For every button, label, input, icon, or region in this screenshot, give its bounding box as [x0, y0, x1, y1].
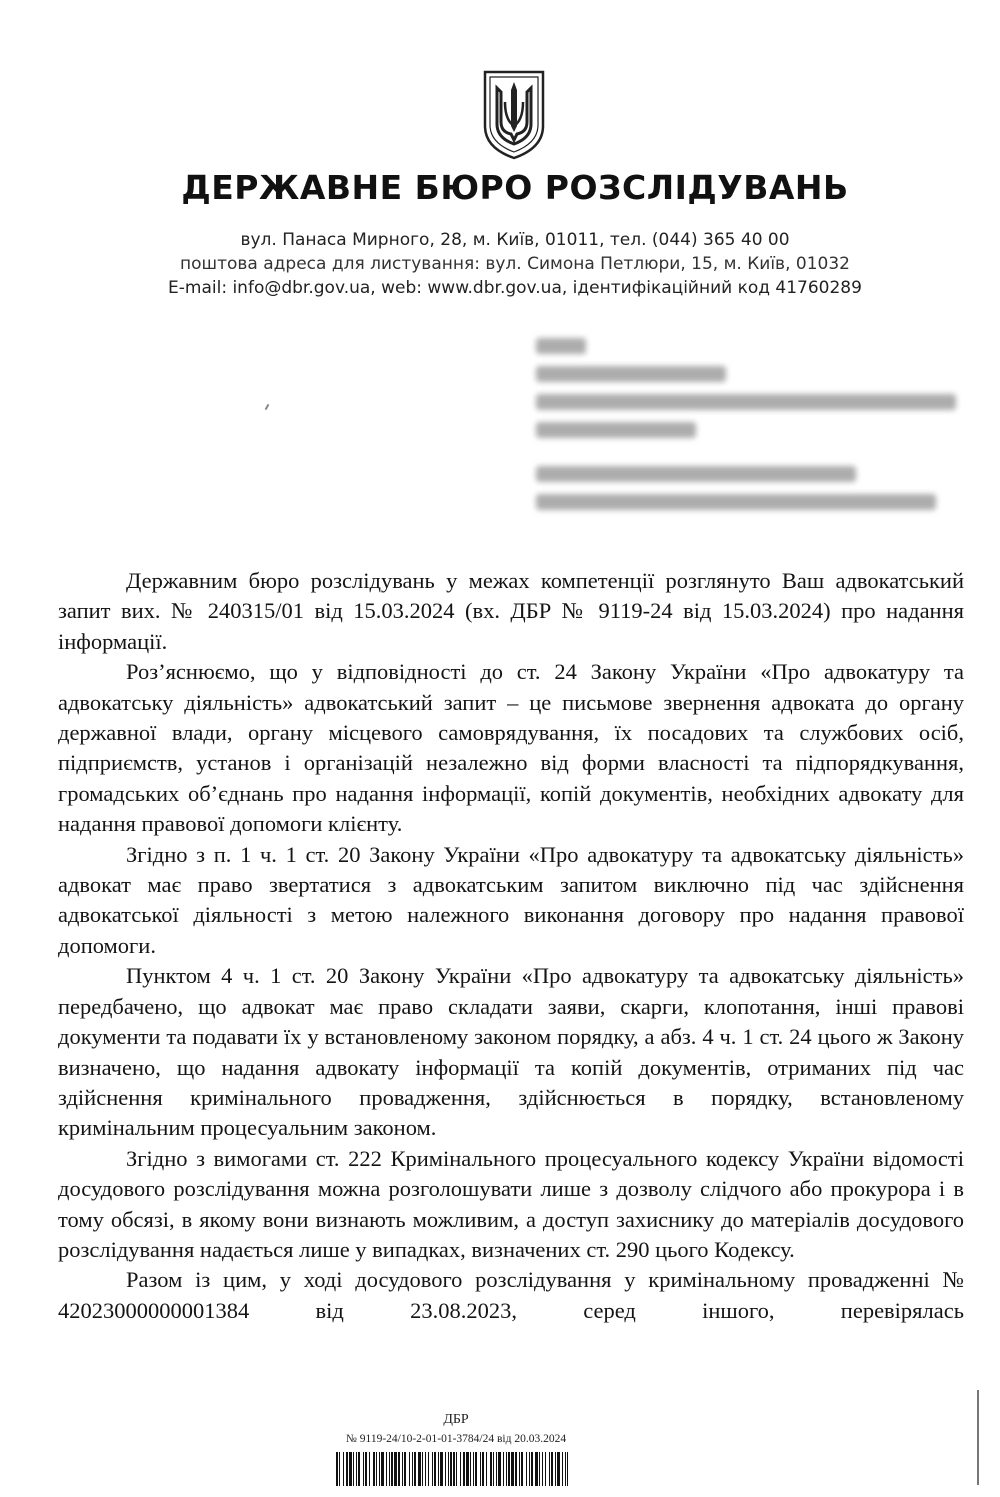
organization-name: ДЕРЖАВНЕ БЮРО РОЗСЛІДУВАНЬ [181, 168, 849, 207]
paragraph: Пунктом 4 ч. 1 ст. 20 Закону України «Про адвокатуру та адвокатську діяльність» передбачено, що адвокат має право складати заяви, скарги, клопотання, інші правові документи та подавати їх у встановленому законом порядку, а абз. 4 ч. 1 ст. 24 цього ж Закону визначено, що надання адвокату інформації та копій документів, отриманих під час здійснення кримінального провадження, здійснюється в порядку, встановленому кримінальним процесуальним законом. [58, 963, 964, 1141]
paragraph: Згідно з п. 1 ч. 1 ст. 20 Закону України «Про адвокатуру та адвокатську діяльність» адвокат має право звертатися з адвокатським запитом виключно під час здійснення адвокатської діяльності з метою належного виконання договору про надання правової допомоги. [58, 841, 964, 958]
redacted-recipient-address [536, 466, 946, 522]
postal-address-line: поштова адреса для листування: вул. Симона Петлюри, 15, м. Київ, 01032 [180, 254, 850, 274]
address-line: вул. Панаса Мирного, 28, м. Київ, 01011, тел. (044) 365 40 00 [240, 230, 790, 250]
barcode-icon [336, 1452, 568, 1486]
redacted-recipient-block [536, 338, 966, 450]
contact-line: E-mail: info@dbr.gov.ua, web: www.dbr.gov.ua, ідентифікаційний код 41760289 [168, 278, 862, 298]
paragraph: Роз’яснюємо, що у відповідності до ст. 24 Закону України «Про адвокатуру та адвокатську діяльність» адвокатський запит – це письмове звернення адвоката до органу державної влади, органу місцевого самоврядування, їх посадових та службових осіб, підприємств, установ і організацій незалежно від форми власності та підпорядкування, громадських об’єднань про надання інформації, копій документів, необхідних адвокату для надання правової допомоги клієнту. [58, 659, 964, 837]
paragraph: Державним бюро розслідувань у межах компетенції розглянуто Ваш адвокатський запит вих. № 240315/01 від 15.03.2024 (вх. ДБР № 9119-24 від 15.03.2024) про надання інформації. [58, 568, 964, 654]
paragraph: Згідно з вимогами ст. 222 Кримінального процесуального кодексу України відомості досудового розслідування можна розголошувати лише з дозволу слідчого або прокурора і в тому обсязі, в якому вони визнають можливим, а доступ захиснику до матеріалів досудового розслідування надається лише у випадках, визначених ст. 290 цього Кодексу. [58, 1145, 964, 1262]
letter-body [58, 566, 964, 1326]
paragraph: Разом із цим, у ході досудового розслідування у кримінальному провадженні № 42023000000001384 від 23.08.2023, серед іншого, перевірялась [58, 1267, 964, 1323]
trident-coat-of-arms-icon [481, 68, 547, 160]
scan-edge [977, 1390, 979, 1485]
scan-speck [265, 404, 270, 410]
registration-number: № 9119-24/10-2-01-01-3784/24 від 20.03.2024 [345, 1433, 567, 1445]
footer-label: ДБР [443, 1412, 469, 1427]
